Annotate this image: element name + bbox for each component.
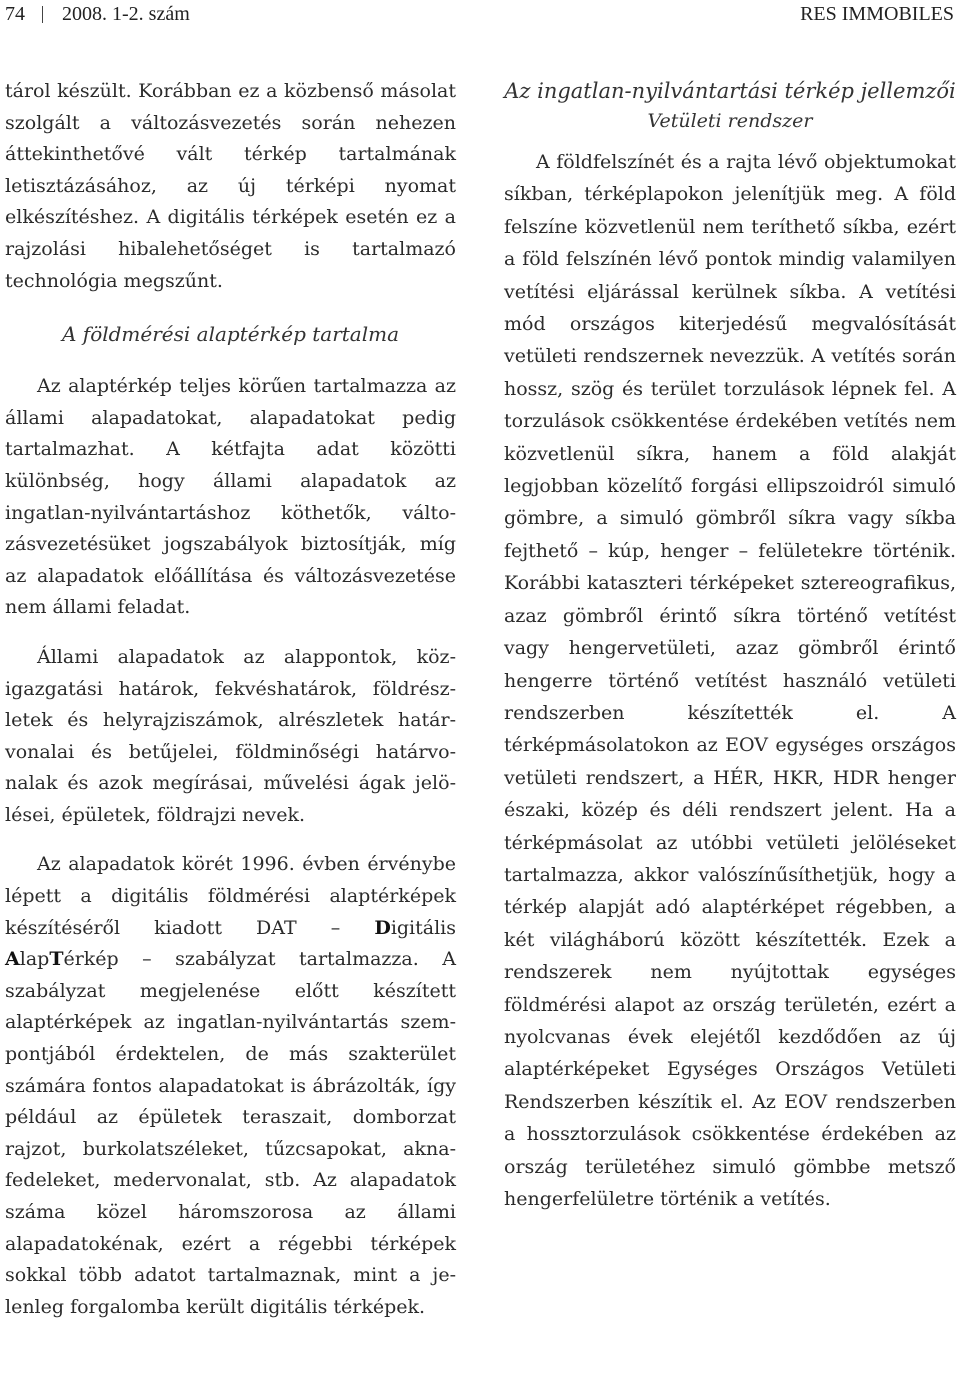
page-number: 74 xyxy=(5,3,25,25)
dat-text-4: érkép – szabályzat tartalmazza. A szabályzat megjelenése előtt készített alaptérképek az ingatlan-nyilvántartás szempontjából érdektelen, de más szakterület számára fontos alapadatokat is ábrázolták, így például az épületek teraszait, domborzat rajzot, burkolatszéleket, tűzcsapokat, aknafedeleket, medervonalat, stb. Az alapadatok száma közel háromszorosa az állami alapadatokénak, ezért a régebbi térképek sokkal több adatot tartalmaznak, mint a jelenleg forgalomba került digitális térképek. xyxy=(5,948,456,1318)
dat-text-2: igitális xyxy=(390,916,456,939)
paragraph-dat-szabalyzat xyxy=(5,849,456,1323)
paragraph-continuation: tárol készült. Korábban ez a közbenső másolat szolgált a változásvezetés során nehezen áttekinthetővé vált térkép tartalmának letisztázásához, az új térképi nyomat elkészítéshez. A digitális térképek esetén ez a rajzolási hibalehetőséget is tartalmazó technológia megszűnt. xyxy=(5,80,456,292)
dat-initial-d: D xyxy=(374,916,391,939)
right-column xyxy=(504,76,956,1215)
dat-text-1: Az alapadatok körét 1996. évben érvénybe lépett a digitális földmérési alaptérképek készítéséről kiadott DAT – xyxy=(5,853,456,939)
issue-label: 2008. 1-2. szám xyxy=(62,3,190,25)
section-heading-alapterkep: A földmérési alaptérkép tartalma xyxy=(61,322,400,347)
subheading-vetuleti-rendszer: Vetületi rendszer xyxy=(647,110,813,132)
dat-initial-a: A xyxy=(5,948,20,971)
page-header xyxy=(0,0,960,30)
journal-title: RES IMMOBILES xyxy=(800,3,954,25)
dat-initial-t: T xyxy=(49,948,64,971)
section-heading-terkep-jellemzoi: Az ingatlan-nyilvántartási térkép jellemzői xyxy=(504,79,956,103)
paragraph-vetuleti-rendszer: A földfelszínét és a rajta lévő objektumokat síkban, térképlapokon jelenítjük meg. A föld felszíne közvetlenül nem teríthető síkba, ezért a föld felszínén lévő pontok mindig valamilyen vetítési eljárással kerülnek síkba. A vetítési mód országos kiterjedésű megvalósítását vetületi rendszernek nevezzük. A vetítés során hossz, szög és terület torzulások lépnek fel. A torzulások csökkentése érdekében vetítés nem közvetlenül síkra, hanem a föld alakját legjobban közelítő forgási ellipszoidról simuló gömbre, a simuló gömbről síkra vagy síkba fejthető – kúp, henger – felületekre történik. Korábbi kataszteri térképeket sztereografikus, azaz gömbről érintő síkra történő vetítést vagy hengervetületi, azaz gömbről érintő hengerre történő vetítést használó vetületi rendszerben készítették el. A térképmásolatokon az EOV egységes országos vetületi rendszert, a HÉR, HKR, HDR henger északi, közép és déli rendszert jelent. Ha a térképmásolat az utóbbi vetületi jelöléseket tartalmazza, akkor valószínűsíthetjük, hogy a térkép alapját adó alaptérképet régebben, a két világháború között készítették. Ezek a rendszerek nem nyújtottak egységes földmérési alapot az ország területén, ezért a nyolcvanas évek elejétől kezdődően az új alaptérképeket Egységes Országos Vetületi Rendszerben készítik el. Az EOV rendszerben a hossztorzulások csökkentése érdekében az ország területéhez simuló gömbbe metsző hengerfelületre történik a vetítés. xyxy=(504,151,956,1210)
header-separator xyxy=(42,6,43,23)
paragraph-allami-alapadatok: Állami alapadatok az alappontok, közigazgatási határok, fekvéshatárok, földrészletek és helyrajziszámok, alrészletek határvonalai és betűjelei, földminőségi határvonalak és azok megírásai, művelési ágak jelölései, épületek, földrajzi nevek. xyxy=(5,645,456,826)
left-column xyxy=(5,76,456,1323)
dat-text-3: lap xyxy=(19,948,50,971)
paragraph-alapterkep-tartalom: Az alaptérkép teljes körűen tartalmazza az állami alapadatokat, alapadatokat pedig tartalmazhat. A kétfajta adat közötti különbség, hogy állami alapadatok az ingatlan-nyilvántartáshoz köthetők, változásvezetésüket jogszabályok biztosítják, míg az alapadatok előállítása és változásvezetése nem állami feladat. xyxy=(5,375,456,619)
